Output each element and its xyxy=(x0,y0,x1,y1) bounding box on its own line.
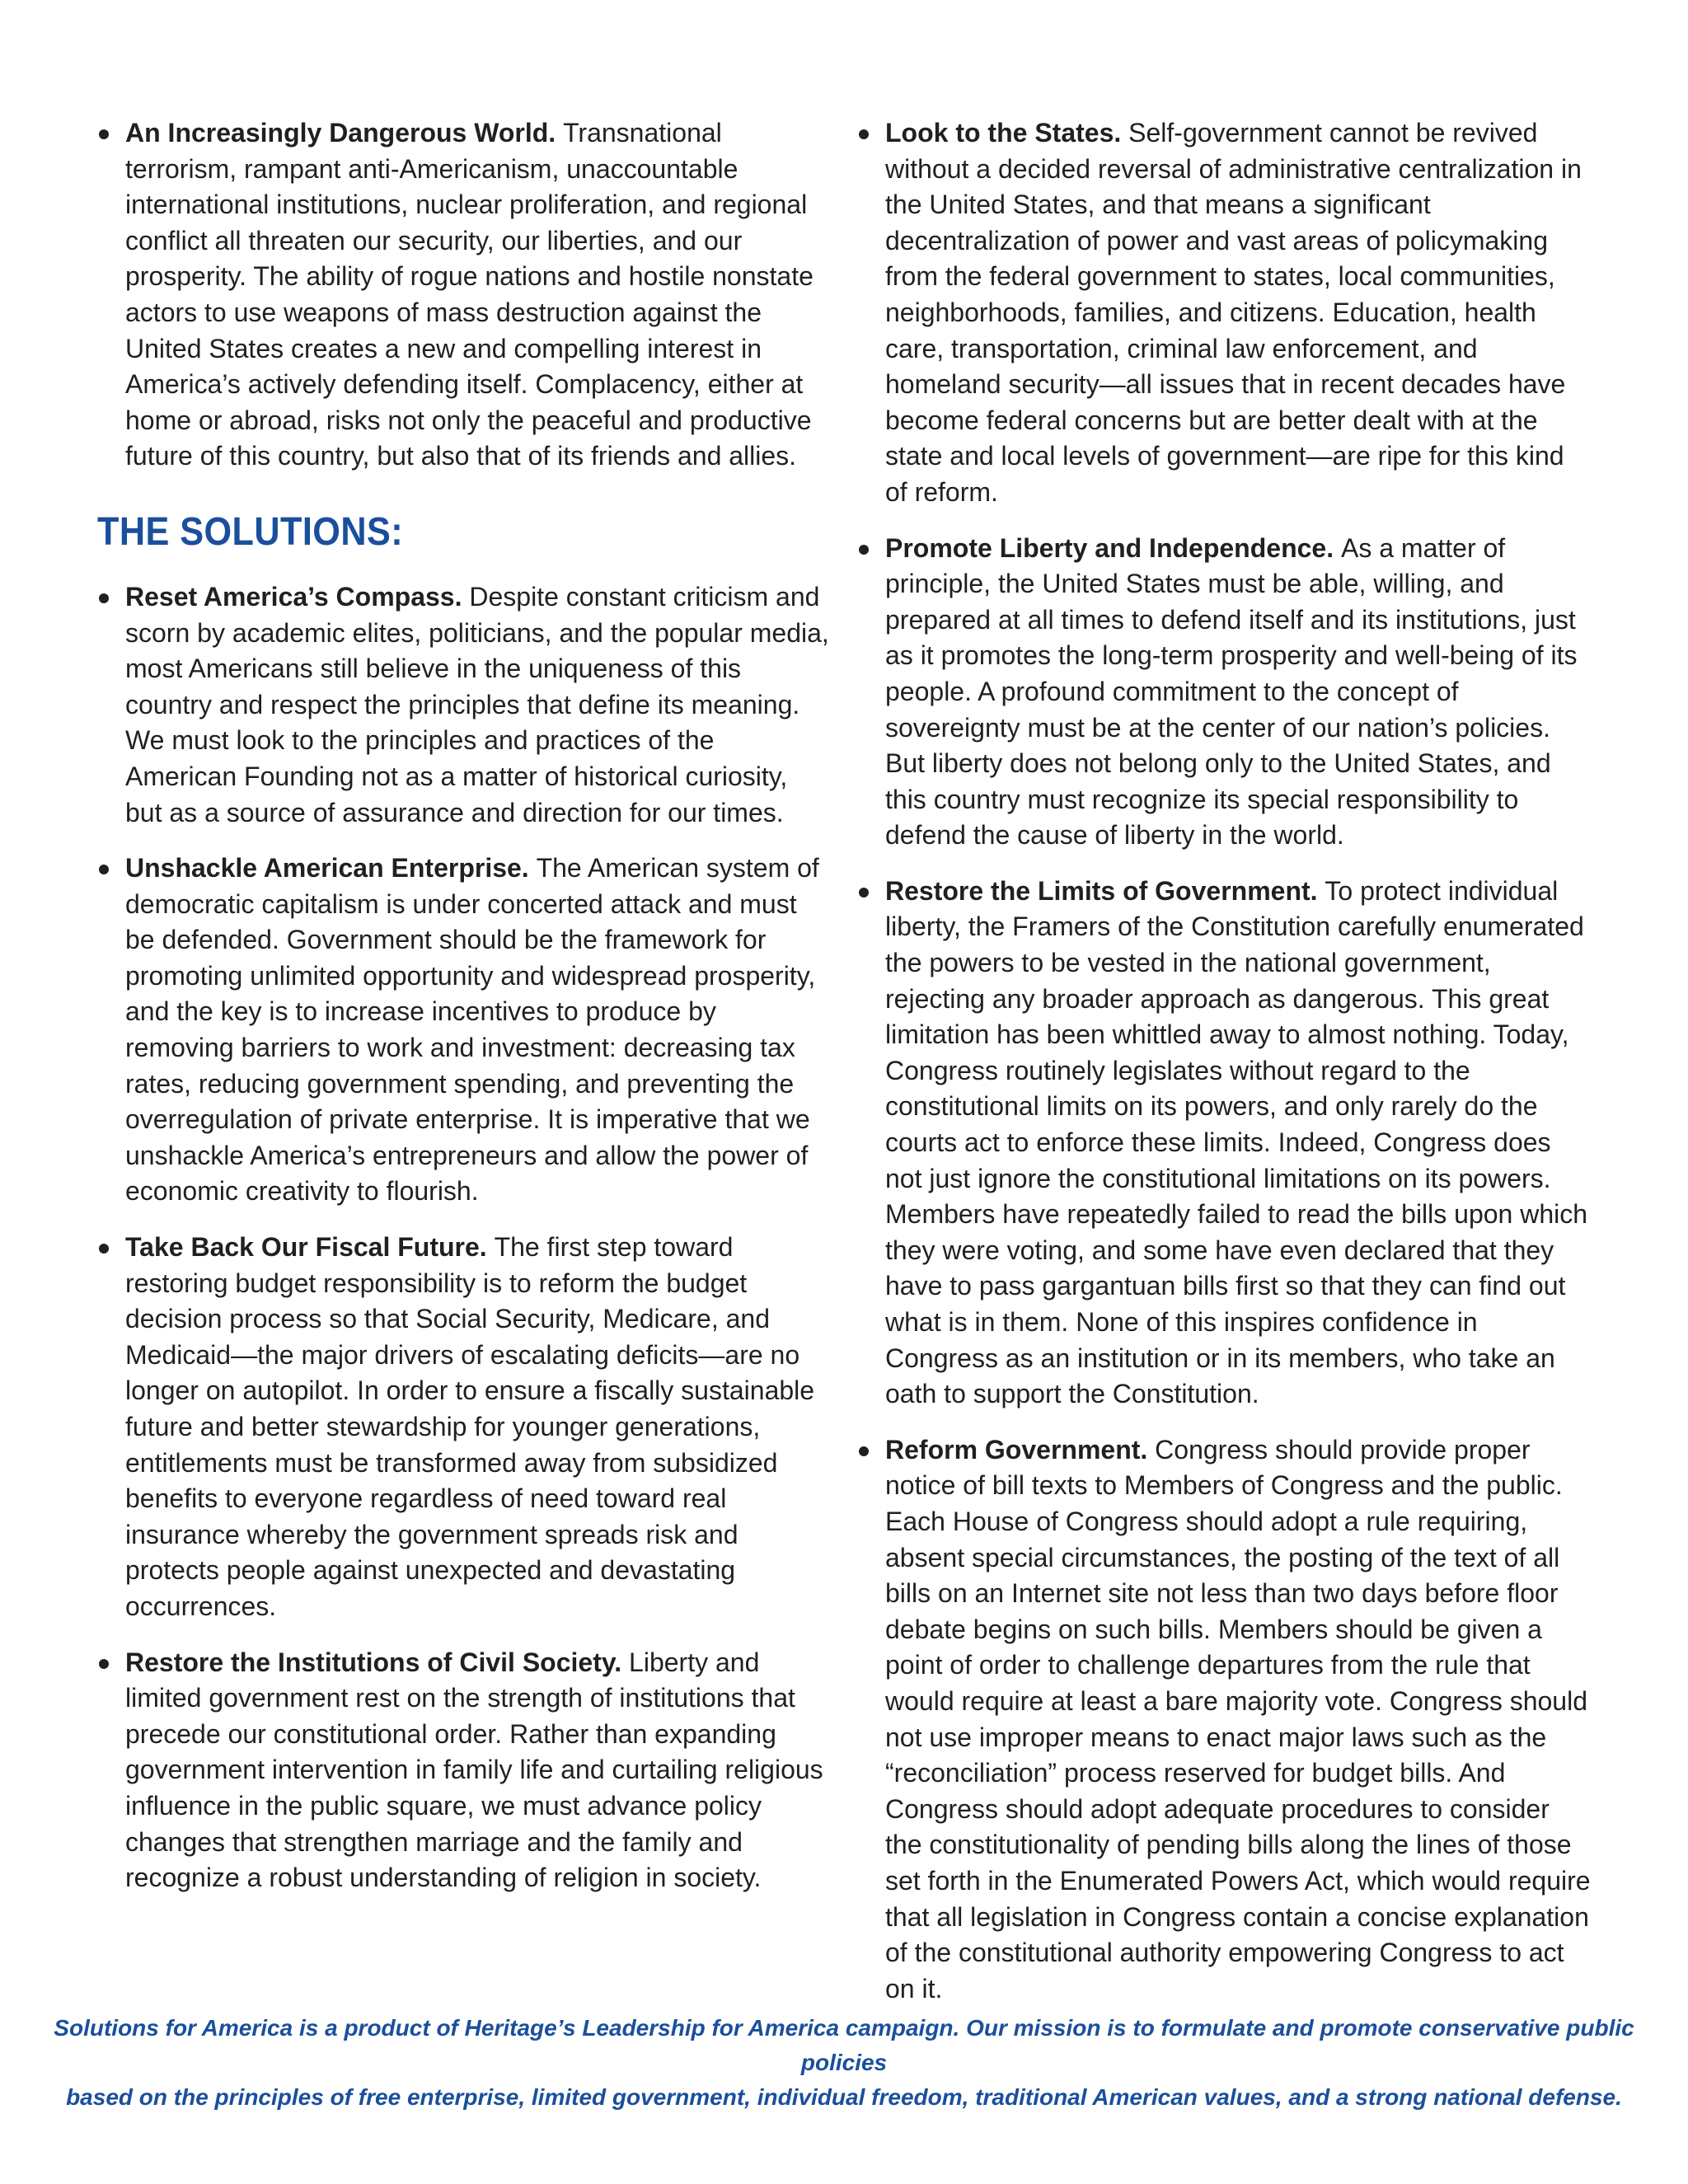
bullet-item xyxy=(857,531,1591,854)
bullet-icon xyxy=(99,129,109,139)
bullet-icon xyxy=(859,129,869,139)
left-column xyxy=(97,115,829,1916)
item-text: The first step toward restoring budget responsibility is to reform the budget decision process so that Social Security, Medicare, and Medicaid—the major drivers of escalating deficits—are no longer on autopilot. In order to ensure a fiscally sustainable future and better stewardship for younger generations, entitlements must be transformed away from subsidized benefits to everyone regardless of need toward real insurance whereby the government spreads risk and protects people against unexpected and devastating occurrences. xyxy=(125,1232,815,1621)
bullet-item xyxy=(97,115,829,475)
item-title: Reset America’s Compass. xyxy=(125,581,470,612)
item-text: Self-government cannot be revived without a decided reversal of administrative centralization in the United States, and that means a significant decentralization of power and vast areas of policymaking from the federal government to states, local communities, neighborhoods, families, and citizens. Education, health care, transportation, criminal law enforcement, and homeland security—all issues that in recent decades have become federal concerns but are better dealt with at the state and local levels of government—are ripe for this kind of reform. xyxy=(885,118,1582,507)
item-text: Transnational terrorism, rampant anti-Americanism, unaccountable international institutions, nuclear proliferation, and regional conflict all threaten our security, our liberties, and our prosperity. The ability of rogue nations and hostile nonstate actors to use weapons of mass destruction against the United States creates a new and compelling interest in America’s actively defending itself. Complacency, either at home or abroad, risks not only the peaceful and productive future of this country, but also that of its friends and allies. xyxy=(125,118,814,471)
item-title: Look to the States. xyxy=(885,118,1129,148)
footer-line-2: based on the principles of free enterprise, limited government, individual freedom, traditional American values, and a strong national defense. xyxy=(66,2084,1622,2110)
item-text: The American system of democratic capitalism is under concerted attack and must be defended. Government should be the framework for promoting unlimited opportunity and widespread prosperity, and the key is to increase incentives to produce by removing barriers to work and investment: decreasing tax rates, reducing government spending, and preventing the overregulation of private enterprise. It is imperative that we unshackle America’s entrepreneurs and allow the power of economic creativity to flourish. xyxy=(125,853,819,1207)
bullet-icon xyxy=(859,1446,869,1456)
item-text: Despite constant criticism and scorn by academic elites, politicians, and the popular media, most Americans still believe in the uniqueness of this country and respect the principles that define its meaning. We must look to the principles and practices of the American Founding not as a matter of historical curiosity, but as a source of assurance and direction for our times. xyxy=(125,581,829,827)
bullet-icon xyxy=(99,1244,109,1254)
item-text: Liberty and limited government rest on the strength of institutions that precede our constitutional order. Rather than expanding government intervention in family life and curtailing religious influence in the public square, we must advance policy changes that strengthen marriage and the family and recognize a robust understanding of religion in society. xyxy=(125,1647,823,1893)
item-title: Unshackle American Enterprise. xyxy=(125,853,537,883)
item-title: Promote Liberty and Independence. xyxy=(885,532,1341,563)
bullet-item xyxy=(857,1432,1591,2008)
bullet-icon xyxy=(99,865,109,874)
bullet-item xyxy=(97,1230,829,1625)
item-title: Take Back Our Fiscal Future. xyxy=(125,1232,495,1263)
bullet-item xyxy=(857,874,1591,1413)
bullet-icon xyxy=(99,1659,109,1669)
item-text: As a matter of principle, the United States must be able, willing, and prepared at all times to defend itself and its institutions, just as it promotes the long-term prosperity and well-being of its people. A profound commitment to the concept of sovereignty must be at the center of our nation’s policies. But liberty does not belong only to the United States, and this country must recognize its special responsibility to defend the cause of liberty in the world. xyxy=(885,532,1578,851)
section-heading: THE SOLUTIONS: xyxy=(97,509,404,554)
bullet-item xyxy=(97,1645,829,1896)
item-title: Restore the Institutions of Civil Society. xyxy=(125,1647,630,1677)
right-column xyxy=(857,115,1591,2027)
item-title: Restore the Limits of Government. xyxy=(885,875,1325,906)
bullet-icon xyxy=(99,593,109,603)
bullet-item xyxy=(857,115,1591,511)
item-title: Reform Government. xyxy=(885,1434,1156,1465)
item-text: Congress should provide proper notice of bill texts to Members of Congress and the public. Each House of Congress should adopt a rule requiring, absent special circumstances, the posting of the text of all bills on an Internet site not less than two days before floor debate begins on such bills. Members should be given a point of order to challenge departures from the rule that would require at least a bare majority vote. Congress should not use improper means to enact major laws such as the “reconciliation” process reserved for budget bills. And Congress should adopt adequate procedures to consider the constitutionality of pending bills along the lines of those set forth in the Enumerated Powers Act, which would require that all legislation in Congress contain a concise explanation of the constitutional authority empowering Congress to act on it. xyxy=(885,1434,1591,2004)
footer-mission-statement xyxy=(49,2011,1639,2115)
bullet-item xyxy=(97,851,829,1210)
item-text: To protect individual liberty, the Framers of the Constitution carefully enumerated the powers to be vested in the national government, rejecting any broader approach as dangerous. This great limitation has been whittled away to almost nothing. Today, Congress routinely legislates without regard to the constitutional limits on its powers, and only rarely do the courts act to enforce these limits. Indeed, Congress does not just ignore the constitutional limitations on its powers. Members have repeatedly failed to read the bills upon which they were voting, and some have even declared that they have to pass gargantuan bills first so that they can find out what is in them. None of this inspires confidence in Congress as an institution or in its members, who take an oath to support the Constitution. xyxy=(885,875,1588,1409)
footer-line-1: Solutions for America is a product of Heritage’s Leadership for America campaign. Our mission is to formulate and promote conservative public policies xyxy=(54,2015,1634,2075)
bullet-icon xyxy=(859,545,869,555)
item-title: An Increasingly Dangerous World. xyxy=(125,118,564,148)
bullet-item xyxy=(97,579,829,831)
bullet-icon xyxy=(859,888,869,898)
